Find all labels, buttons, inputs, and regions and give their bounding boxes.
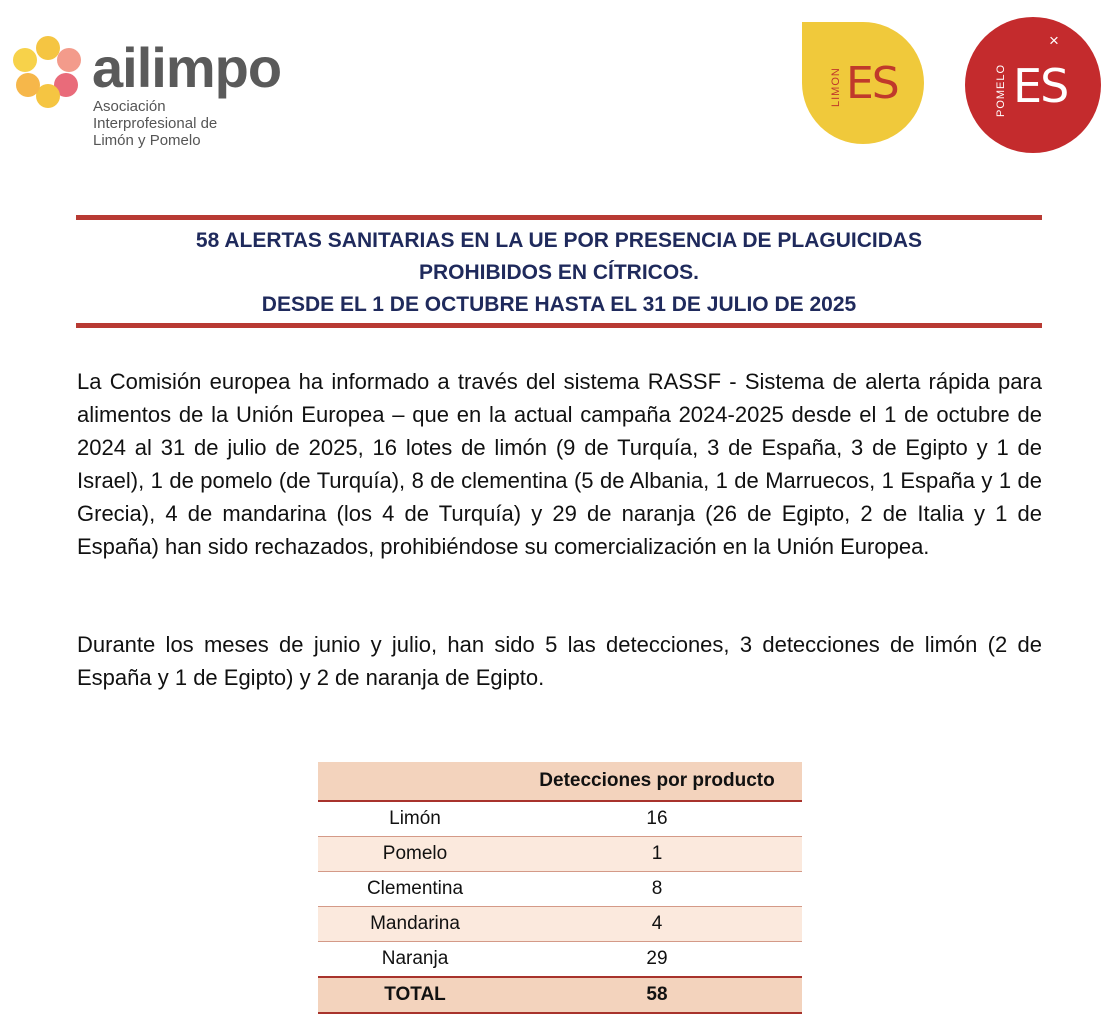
pomelo-es-logo [965, 17, 1101, 153]
count-cell: 16 [512, 801, 802, 837]
ailimpo-logo [10, 34, 340, 159]
pomelo-logo-mark: × [1049, 31, 1059, 50]
count-cell: 4 [512, 907, 802, 942]
brand-subtitle-line: Interprofesional de [93, 115, 218, 132]
count-cell: 29 [512, 942, 802, 978]
limon-logo-side-text: LIMON [830, 67, 842, 107]
limon-logo-main-text: ES [846, 58, 898, 109]
total-label-cell: TOTAL [318, 977, 512, 1013]
count-cell: 8 [512, 872, 802, 907]
table-header-row [318, 762, 802, 801]
product-cell: Limón [318, 801, 512, 837]
detections-table [318, 762, 802, 1014]
title-line: DESDE EL 1 DE OCTUBRE HASTA EL 31 DE JULIO DE 2025 [261, 293, 857, 316]
citrus-flower-icon [10, 34, 86, 110]
limon-es-logo [802, 22, 924, 144]
table-row [318, 837, 802, 872]
product-cell: Clementina [318, 872, 512, 907]
product-cell: Pomelo [318, 837, 512, 872]
body-paragraph: Durante los meses de junio y julio, han sido 5 las detecciones, 3 detecciones de limón (2 de España y 1 de Egipto) y 2 de naranja de Egipto. [77, 632, 1042, 690]
table-row [318, 942, 802, 978]
title-rule-bottom [76, 323, 1042, 328]
table-row [318, 801, 802, 837]
title-line: PROHIBIDOS EN CÍTRICOS. [418, 261, 700, 284]
brand-subtitle-line: Asociación [93, 98, 166, 115]
table-row [318, 872, 802, 907]
body-paragraph: La Comisión europea ha informado a través del sistema RASSF - Sistema de alerta rápida para alimentos de la Unión Europea – que en la actual campaña 2024-2025 desde el 1 de octubre de 2024 al 31 de julio de 2025, 16 lotes de limón (9 de Turquía, 3 de España, 3 de Egipto y 1 de Israel), 1 de pomelo (de Turquía), 8 de clementina (5 de Albania, 1 de Marruecos, 1 España y 1 de Grecia), 4 de mandarina (los 4 de Turquía) y 29 de naranja (26 de Egipto, 2 de Italia y 1 de España) han sido rechazados, prohibiéndose su comercialización en la Unión Europea. [77, 369, 1042, 559]
table-header-cell [318, 762, 512, 801]
brand-subtitle [93, 98, 217, 149]
table-row [318, 907, 802, 942]
page-title [76, 225, 1042, 321]
brand-name: ailimpo [92, 36, 282, 99]
brand-subtitle-line: Limón y Pomelo [93, 132, 201, 149]
table-header-cell: Detecciones por producto [512, 762, 802, 801]
title-rule-top [76, 215, 1042, 220]
pomelo-logo-side-text: POMELO [995, 63, 1007, 117]
total-count-cell: 58 [512, 977, 802, 1013]
count-cell: 1 [512, 837, 802, 872]
pomelo-logo-main-text: ES [1013, 59, 1068, 113]
table-total-row [318, 977, 802, 1013]
title-line: 58 ALERTAS SANITARIAS EN LA UE POR PRESENCIA DE PLAGUICIDAS [195, 229, 923, 252]
product-cell: Naranja [318, 942, 512, 978]
product-cell: Mandarina [318, 907, 512, 942]
